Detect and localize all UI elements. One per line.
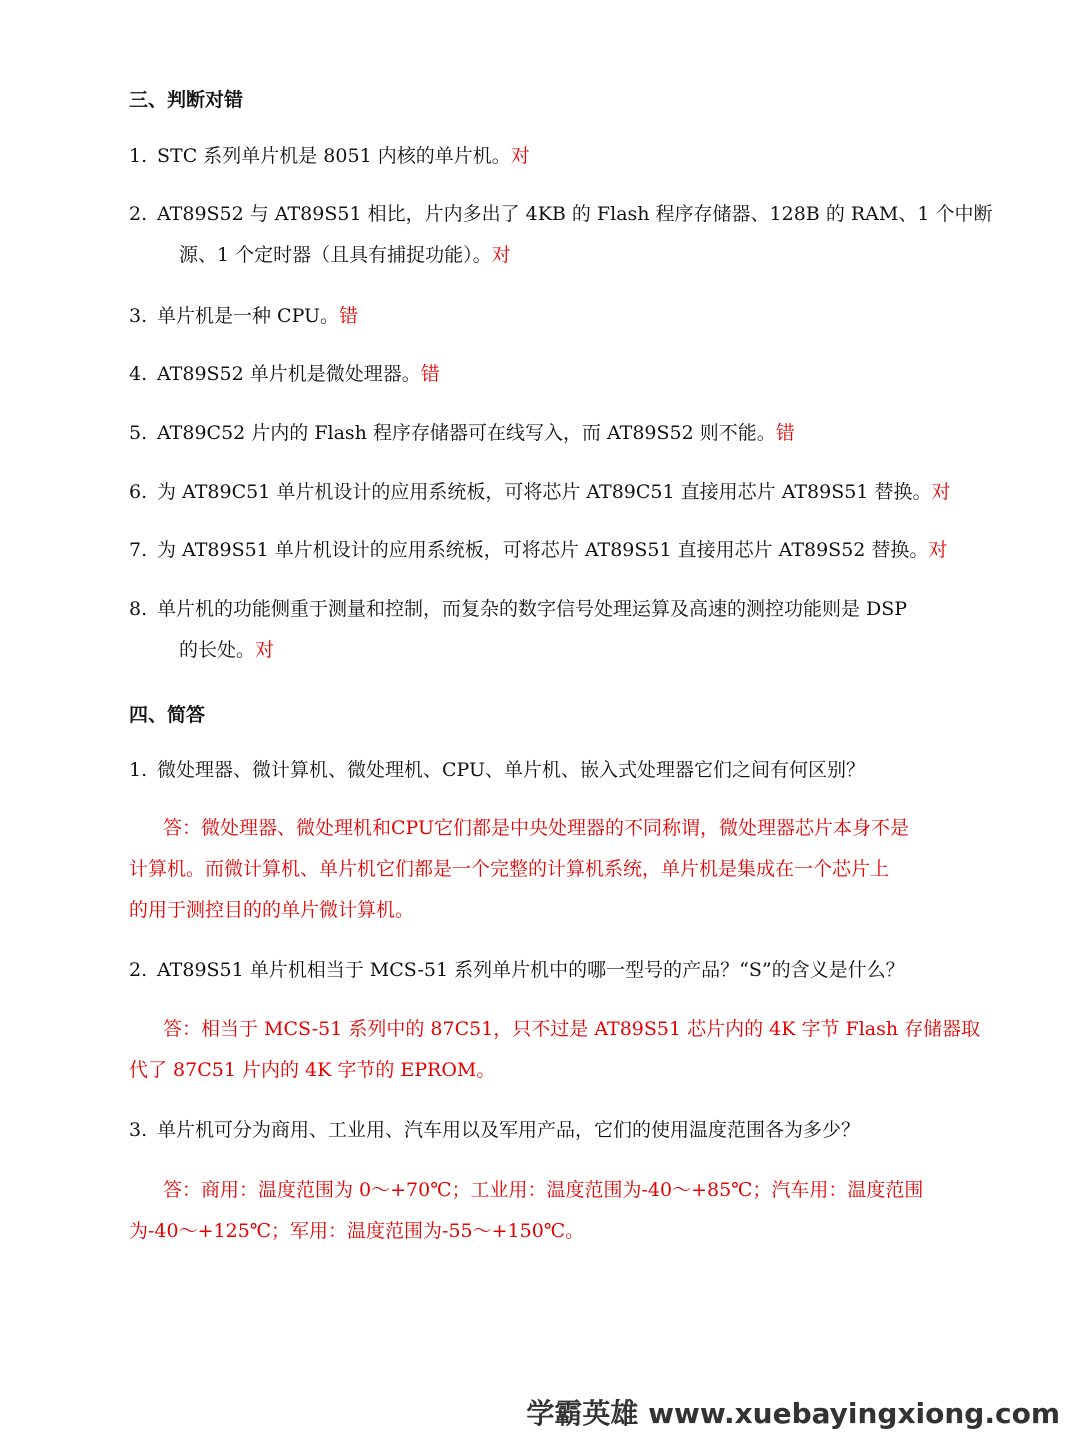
site-watermark: 学霸英雄 www.xuebayingxiong.com bbox=[526, 1397, 1060, 1430]
answer-line: 代了 87C51 片内的 4K 字节的 EPROM。 bbox=[129, 1059, 496, 1081]
answer-line: 的用于测控目的的单片微计算机。 bbox=[129, 899, 415, 921]
answer-line: 为-40～+125℃；军用：温度范围为-55～+150℃。 bbox=[129, 1220, 585, 1242]
question-item-3 bbox=[129, 1110, 959, 1151]
question-text: AT89S51 单片机相当于 MCS-51 系列单片机中的哪一型号的产品？“S”的含义是什么？ bbox=[157, 959, 905, 981]
judge-item-6 bbox=[129, 472, 959, 513]
item-number: 5. bbox=[129, 422, 148, 444]
answer-line: 答：微处理器、微处理机和CPU它们都是中央处理器的不同称谓，微处理器芯片本身不是 bbox=[163, 817, 910, 839]
answer-line: 答：商用：温度范围为 0～+70℃；工业用：温度范围为-40～+85℃；汽车用：温度范围 bbox=[163, 1179, 924, 1201]
item-number: 3. bbox=[129, 305, 148, 327]
item-text-line2: 源、1 个定时器（且具有捕捉功能）。 bbox=[179, 244, 492, 266]
item-text-line2: 的长处。 bbox=[179, 639, 256, 661]
item-number: 2. bbox=[129, 959, 148, 981]
item-number: 7. bbox=[129, 539, 148, 561]
item-text: 单片机是一种 CPU。 bbox=[157, 305, 340, 327]
item-answer: 对 bbox=[510, 145, 530, 167]
judge-item-2 bbox=[129, 194, 993, 276]
section-title-judge: 三、判断对错 bbox=[129, 89, 244, 111]
question-text: 微处理器、微计算机、微处理机、CPU、单片机、嵌入式处理器它们之间有何区别？ bbox=[157, 759, 866, 781]
judge-item-3 bbox=[129, 296, 959, 337]
item-answer: 对 bbox=[255, 639, 275, 661]
answer-block-1 bbox=[129, 808, 959, 931]
question-item-1 bbox=[129, 750, 959, 791]
item-answer: 对 bbox=[491, 244, 511, 266]
section-title-short-answer: 四、简答 bbox=[129, 704, 206, 726]
item-number: 2. bbox=[129, 203, 148, 225]
item-number: 3. bbox=[129, 1119, 148, 1141]
answer-line: 计算机。而微计算机、单片机它们都是一个完整的计算机系统，单片机是集成在一个芯片上 bbox=[129, 858, 890, 880]
item-number: 4. bbox=[129, 363, 148, 385]
item-answer: 错 bbox=[339, 305, 359, 327]
item-text: 为 AT89C51 单片机设计的应用系统板，可将芯片 AT89C51 直接用芯片 AT89S51 替换。 bbox=[157, 481, 932, 503]
item-number: 1. bbox=[129, 759, 148, 781]
item-text-line1: AT89S52 与 AT89S51 相比，片内多出了 4KB 的 Flash 程序存储器、128B 的 RAM、1 个中断 bbox=[157, 203, 993, 225]
judge-item-5 bbox=[129, 413, 959, 454]
judge-item-4 bbox=[129, 354, 959, 395]
answer-block-3 bbox=[129, 1170, 959, 1252]
item-text: AT89C52 片内的 Flash 程序存储器可在线写入，而 AT89S52 则不能。 bbox=[157, 422, 776, 444]
item-text-line1: 单片机的功能侧重于测量和控制，而复杂的数字信号处理运算及高速的测控功能则是 DSP bbox=[157, 598, 908, 620]
item-answer: 对 bbox=[931, 481, 951, 503]
judge-item-7 bbox=[129, 530, 959, 571]
answer-block-2 bbox=[129, 1009, 981, 1091]
item-answer: 对 bbox=[928, 539, 948, 561]
item-answer: 错 bbox=[775, 422, 795, 444]
judge-item-1 bbox=[129, 136, 959, 177]
item-answer: 错 bbox=[420, 363, 440, 385]
item-number: 1. bbox=[129, 145, 148, 167]
item-number: 6. bbox=[129, 481, 148, 503]
answer-line: 答：相当于 MCS-51 系列中的 87C51，只不过是 AT89S51 芯片内的 4K 字节 Flash 存储器取 bbox=[163, 1018, 981, 1040]
question-text: 单片机可分为商用、工业用、汽车用以及军用产品，它们的使用温度范围各为多少？ bbox=[157, 1119, 861, 1141]
judge-item-8 bbox=[129, 589, 959, 671]
item-text: 为 AT89S51 单片机设计的应用系统板，可将芯片 AT89S51 直接用芯片 AT89S52 替换。 bbox=[157, 539, 929, 561]
question-item-2 bbox=[129, 950, 959, 991]
item-text: AT89S52 单片机是微处理器。 bbox=[157, 363, 421, 385]
item-number: 8. bbox=[129, 598, 148, 620]
item-text: STC 系列单片机是 8051 内核的单片机。 bbox=[157, 145, 511, 167]
